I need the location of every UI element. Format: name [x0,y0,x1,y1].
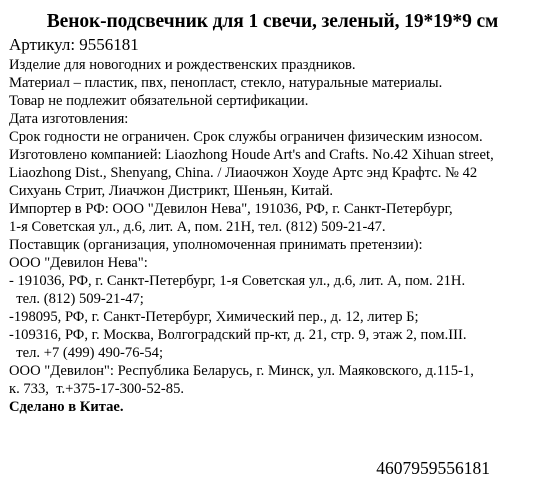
belarus-supplier-line-1: ООО "Девилон": Республика Беларусь, г. Минск, ул. Маяковского, д.115-1, [9,363,474,379]
label-body [9,56,536,416]
manufacturer-line-3: Сихуань Стрит, Лиачжон Дистрикт, Шеньян, Китай. [9,183,334,199]
supplier-phone-3: тел. +7 (499) 490-76-54; [9,345,164,361]
supplier-address-3: -109316, РФ, г. Москва, Волгоградский пр-кт, д. 21, стр. 9, этаж 2, пом.III. [9,327,467,343]
supplier-name: ООО "Девилон Нева": [9,255,148,271]
supplier-address-1: - 191036, РФ, г. Санкт-Петербург, 1-я Советская ул., д.6, лит. А, пом. 21Н. [9,273,466,289]
product-title: Венок-подсвечник для 1 свечи, зеленый, 19*19*9 см [46,11,499,32]
shelf-life-line: Срок годности не ограничен. Срок службы ограничен физическим износом. [9,129,483,145]
belarus-supplier-line-2: к. 733, т.+375-17-300-52-85. [9,381,185,397]
manufacturer-line-2: Liaozhong Dist., Shenyang, China. / Лиаочжон Хоуде Артс энд Крафтс. № 42 [9,165,478,181]
manufacturer-line-1: Изготовлено компанией: Liaozhong Houde Art's and Crafts. No.42 Xihuan street, [9,147,494,163]
barcode-number: 4607959556181 [376,458,490,478]
material-line: Материал – пластик, пвх, пенопласт, стекло, натуральные материалы. [9,75,443,91]
importer-line-1: Импортер в РФ: ООО "Девилон Нева", 191036, РФ, г. Санкт-Петербург, [9,201,453,217]
supplier-phone-1: тел. (812) 509-21-47; [9,291,144,307]
made-in-line: Сделано в Китае. [9,399,124,415]
certification-line: Товар не подлежит обязательной сертификации. [9,93,309,109]
importer-line-2: 1-я Советская ул., д.6, лит. А, пом. 21Н, тел. (812) 509-21-47. [9,219,386,235]
article-number: Артикул: 9556181 [9,35,139,54]
supplier-heading: Поставщик (организация, уполномоченная принимать претензии): [9,237,423,253]
purpose-line: Изделие для новогодних и рождественских праздников. [9,57,356,73]
manufacture-date-line: Дата изготовления: [9,111,129,127]
supplier-address-2: -198095, РФ, г. Санкт-Петербург, Химический пер., д. 12, литер Б; [9,309,419,325]
